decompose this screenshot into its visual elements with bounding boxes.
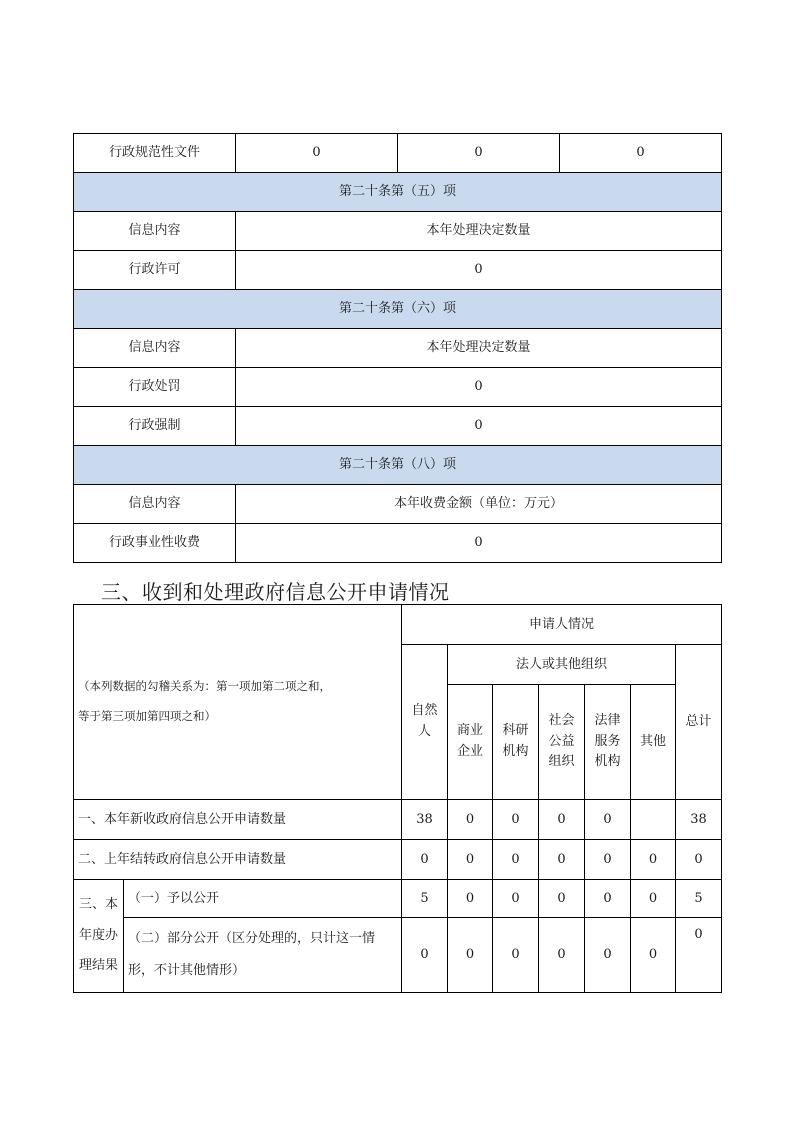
cell-value: 0: [539, 918, 585, 993]
info-value: 本年处理决定数量: [236, 212, 722, 251]
social-welfare-header: 社会 公益 组织: [539, 685, 585, 800]
row-label: 行政强制: [74, 407, 236, 446]
section-heading: 三、收到和处理政府信息公开申请情况: [101, 580, 450, 604]
cell-value: 0: [539, 840, 585, 880]
note-line: 等于第三项加第四项之和）: [78, 709, 216, 723]
table-row: [74, 485, 722, 524]
table-row: [74, 800, 722, 840]
cell-value: 0: [493, 880, 539, 918]
table-row: [74, 212, 722, 251]
cell-value: [631, 800, 676, 840]
cell-value: 0: [448, 840, 493, 880]
row-label: 行政规范性文件: [74, 134, 236, 173]
cell-value: 5: [402, 880, 448, 918]
cell-value: 0: [539, 880, 585, 918]
cell-value: 0: [236, 134, 398, 173]
cell-value: 0: [448, 880, 493, 918]
cell-value: 0: [236, 524, 722, 563]
section-title: 第二十条第（八）项: [74, 446, 722, 485]
cell-value: 0: [493, 918, 539, 993]
total-header: 总计: [676, 645, 722, 800]
cell-value: 0: [493, 840, 539, 880]
relationship-note: [74, 605, 402, 800]
cell-value: 0: [398, 134, 560, 173]
research-header: 科研 机构: [493, 685, 539, 800]
cell-value: 0: [676, 840, 722, 880]
cell-value: 0: [448, 800, 493, 840]
application-stats-table: [73, 604, 722, 993]
header-row: [74, 605, 722, 645]
cell-value: 0: [493, 800, 539, 840]
table-row: [74, 918, 722, 993]
info-label: 信息内容: [74, 329, 236, 368]
other-header: 其他: [631, 685, 676, 800]
commercial-header: 商业 企业: [448, 685, 493, 800]
cell-value: 5: [676, 880, 722, 918]
cell-value: 38: [676, 800, 722, 840]
info-label: 信息内容: [74, 212, 236, 251]
cell-value: 0: [402, 918, 448, 993]
row-label: 行政事业性收费: [74, 524, 236, 563]
cell-value: 0: [585, 880, 631, 918]
cell-value: 0: [585, 800, 631, 840]
cell-value: 0: [631, 918, 676, 993]
row-label: 一、本年新收政府信息公开申请数量: [74, 800, 402, 840]
cell-value: 0: [585, 840, 631, 880]
cell-value: 0: [402, 840, 448, 880]
cell-value: 0: [236, 368, 722, 407]
cell-value: 0: [631, 880, 676, 918]
section-header-row: [74, 290, 722, 329]
cell-value: 0: [631, 840, 676, 880]
table-row: [74, 251, 722, 290]
cell-value: 0: [236, 407, 722, 446]
row-label: 行政处罚: [74, 368, 236, 407]
note-line: （本列数据的勾稽关系为：第一项加第二项之和，: [78, 679, 331, 694]
result-group-label: 三、本 年度办 理结果: [74, 880, 124, 993]
table-row: [74, 840, 722, 880]
table-row: [74, 134, 722, 173]
cell-value: 0: [560, 134, 722, 173]
legal-entity-header: 法人或其他组织: [448, 645, 676, 685]
info-label: 信息内容: [74, 485, 236, 524]
info-value: 本年收费金额（单位：万元）: [236, 485, 722, 524]
table-row: [74, 524, 722, 563]
natural-person-header: 自然 人: [402, 645, 448, 800]
section-header-row: [74, 446, 722, 485]
row-label: （一）予以公开: [124, 880, 402, 918]
legal-service-header: 法律 服务 机构: [585, 685, 631, 800]
cell-value: 0: [539, 800, 585, 840]
section-header-row: [74, 173, 722, 212]
table-row: [74, 329, 722, 368]
cell-value: 38: [402, 800, 448, 840]
cell-value: 0: [448, 918, 493, 993]
info-value: 本年处理决定数量: [236, 329, 722, 368]
table-row: [74, 368, 722, 407]
row-label: （二）部分公开（区分处理的，只计这一情 形，不计其他情形）: [124, 918, 402, 993]
applicant-header: 申请人情况: [402, 605, 722, 645]
section-title: 第二十条第（六）项: [74, 290, 722, 329]
row-label: 二、上年结转政府信息公开申请数量: [74, 840, 402, 880]
row-label: 行政许可: [74, 251, 236, 290]
cell-value: 0: [585, 918, 631, 993]
cell-value: 0: [676, 918, 722, 993]
table-row: [74, 407, 722, 446]
table-row: [74, 880, 722, 918]
disclosure-table-part: [73, 133, 722, 563]
cell-value: 0: [236, 251, 722, 290]
section-title: 第二十条第（五）项: [74, 173, 722, 212]
